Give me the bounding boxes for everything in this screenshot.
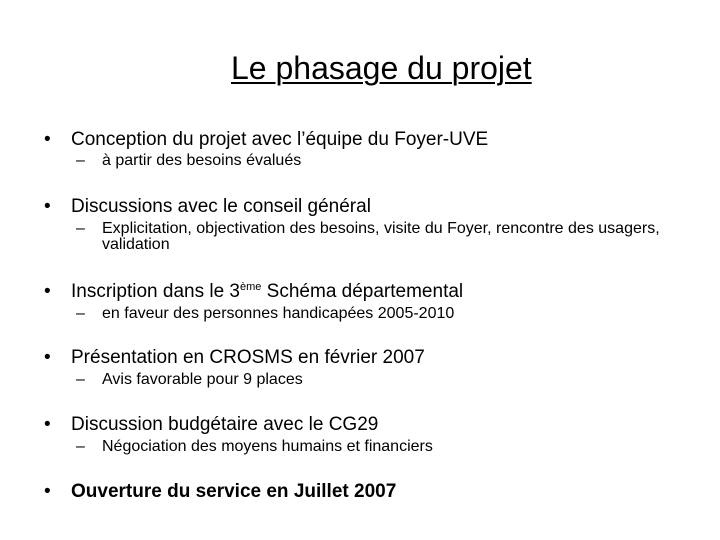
bullet-item	[44, 280, 644, 304]
sub-bullet-text: Avis favorable pour 9 places	[102, 371, 303, 388]
bullet-item	[44, 128, 644, 152]
bullet-glyph: •	[44, 414, 51, 435]
bullet-text: Présentation en CROSMS en février 2007	[71, 347, 425, 368]
sub-bullet-text: Négociation des moyens humains et financiers	[102, 438, 433, 455]
bullet-glyph: •	[44, 281, 51, 302]
bullet-glyph: •	[44, 347, 51, 368]
sub-bullet-text: à partir des besoins évalués	[102, 152, 302, 169]
bullet-item	[44, 346, 644, 370]
bullet-item	[44, 413, 644, 437]
bullet-text: Ouverture du service en Juillet 2007	[71, 481, 397, 502]
dash-glyph: –	[76, 438, 85, 455]
dash-glyph: –	[76, 305, 85, 322]
sub-bullet-text: en faveur des personnes handicapées 2005-2010	[102, 305, 455, 322]
sub-bullet-item	[76, 153, 676, 171]
dash-glyph: –	[76, 371, 85, 388]
ordinal-superscript: ème	[240, 281, 262, 293]
sub-bullet-item	[76, 372, 676, 390]
sub-bullet-text: Explicitation, objectivation des besoins, visite du Foyer, rencontre des usagers, validation	[102, 220, 660, 253]
bullet-glyph: •	[44, 481, 51, 502]
bullet-text-part: Inscription dans le 3	[71, 281, 240, 302]
bullet-text: Discussions avec le conseil général	[71, 196, 371, 217]
bullet-glyph: •	[44, 196, 51, 217]
bullet-item	[44, 195, 644, 219]
sub-bullet-item	[76, 439, 676, 457]
sub-bullet-item	[76, 221, 696, 255]
bullet-item	[44, 480, 644, 504]
bullet-text: Discussion budgétaire avec le CG29	[71, 414, 379, 435]
bullet-text	[71, 280, 463, 304]
dash-glyph: –	[76, 220, 85, 237]
dash-glyph: –	[76, 152, 85, 169]
bullet-glyph: •	[44, 129, 51, 150]
sub-bullet-item	[76, 306, 676, 324]
bullet-text-part: Schéma départemental	[261, 281, 464, 302]
slide-title: Le phasage du projet	[231, 50, 532, 86]
bullet-text: Conception du projet avec l’équipe du Foyer-UVE	[71, 129, 489, 150]
